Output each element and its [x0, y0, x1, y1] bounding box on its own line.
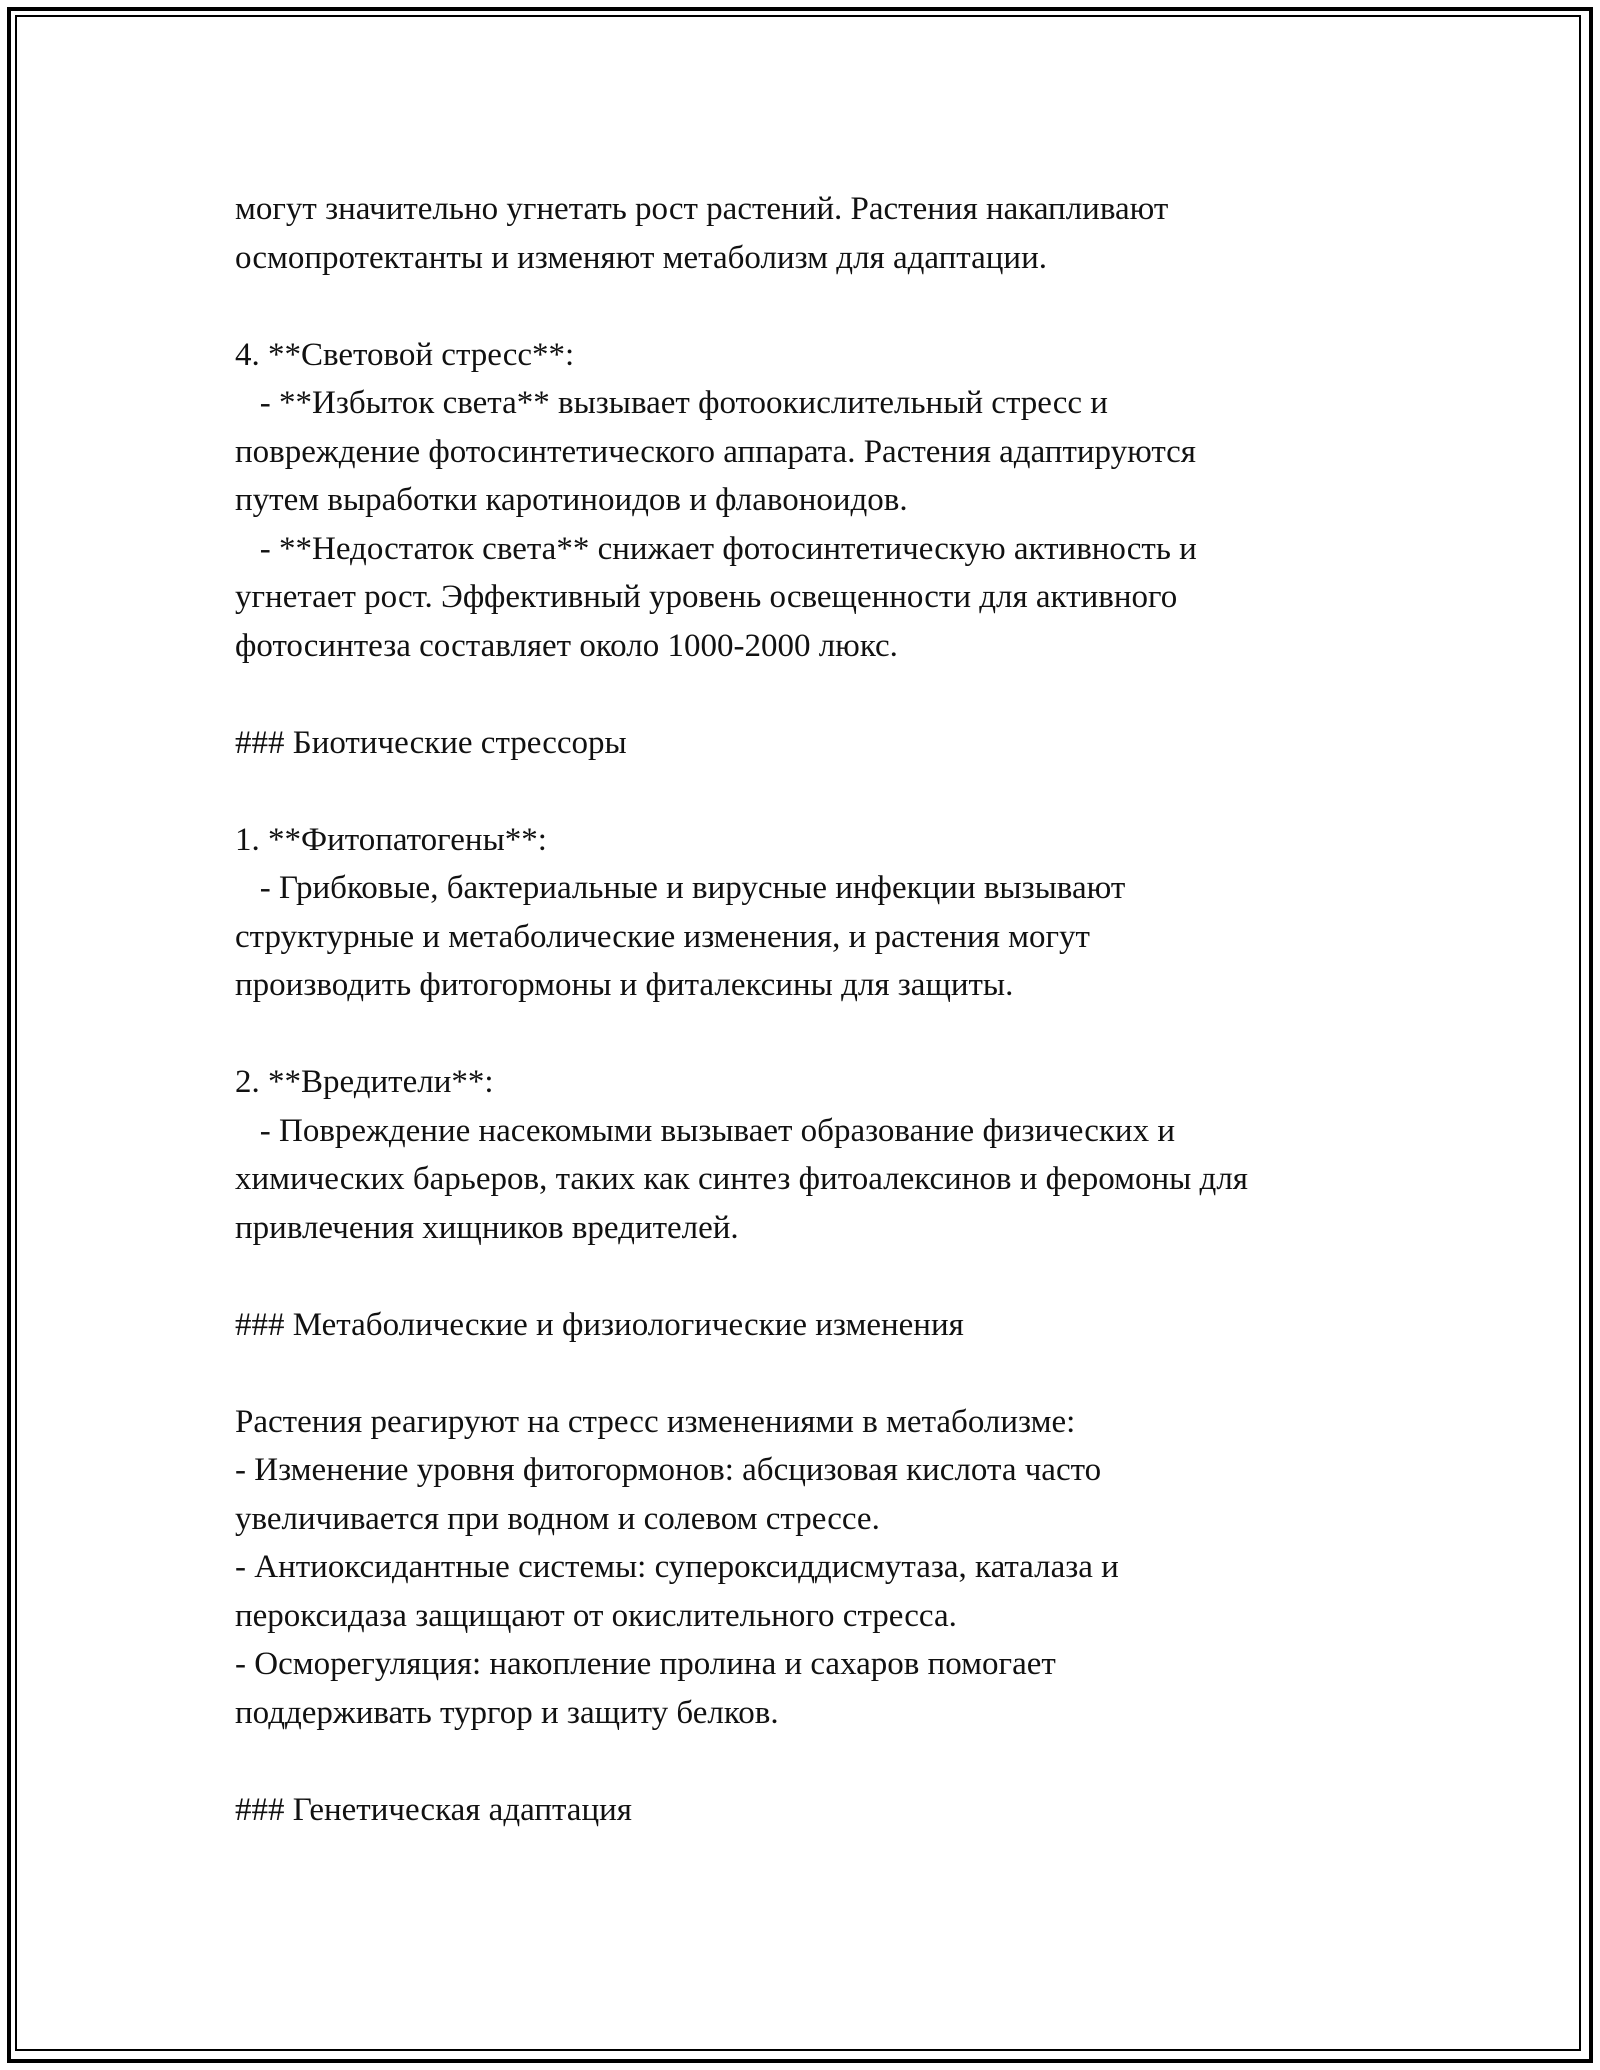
text-line: фотосинтеза составляет около 1000-2000 люкс.	[235, 627, 898, 664]
text-line: осмопротектанты и изменяют метаболизм для адаптации.	[235, 239, 1047, 276]
text-line: привлечения хищников вредителей.	[235, 1209, 739, 1246]
blank-line	[235, 1010, 1415, 1059]
list-heading: 4. **Световой стресс**:	[235, 336, 575, 373]
blank-line	[235, 1737, 1415, 1786]
section-heading: ### Метаболические и физиологические изменения	[235, 1306, 964, 1343]
list-subitem: - **Избыток света** вызывает фотоокислительный стресс и	[235, 385, 1108, 421]
list-heading: 2. **Вредители**:	[235, 1064, 494, 1100]
section-heading: ### Биотические стрессоры	[235, 724, 627, 761]
document-body	[235, 185, 1415, 1834]
list-heading: 1. **Фитопатогены**:	[235, 821, 547, 858]
text-line: могут значительно угнетать рост растений. Растения накапливают	[235, 191, 1169, 227]
bullet-item: - Изменение уровня фитогормонов: абсцизовая кислота часто	[235, 1452, 1102, 1488]
text-line: повреждение фотосинтетического аппарата. Растения адаптируются	[235, 433, 1196, 470]
list-subitem: - **Недостаток света** снижает фотосинтетическую активность и	[235, 530, 1197, 567]
text-line: увеличивается при водном и солевом стрессе.	[235, 1500, 880, 1537]
text-line: производить фитогормоны и фиталексины для защиты.	[235, 967, 1014, 1003]
bullet-item: - Антиоксидантные системы: супероксиддисмутаза, каталаза и	[235, 1549, 1119, 1585]
text-line: структурные и метаболические изменения, и растения могут	[235, 918, 1090, 955]
text-line: угнетает рост. Эффективный уровень освещенности для активного	[235, 579, 1178, 615]
text-line: путем выработки каротиноидов и флавоноидов.	[235, 482, 908, 518]
bullet-item: - Осморегуляция: накопление пролина и сахаров помогает	[235, 1646, 1056, 1682]
text-line: поддерживать тургор и защиту белков.	[235, 1694, 779, 1731]
blank-line	[235, 767, 1415, 816]
text-line: пероксидаза защищают от окислительного стресса.	[235, 1597, 957, 1634]
blank-line	[235, 282, 1415, 331]
blank-line	[235, 670, 1415, 719]
list-subitem: - Грибковые, бактериальные и вирусные инфекции вызывают	[235, 870, 1126, 906]
blank-line	[235, 1252, 1415, 1301]
blank-line	[235, 1349, 1415, 1398]
list-subitem: - Повреждение насекомыми вызывает образование физических и	[235, 1112, 1176, 1149]
section-heading: ### Генетическая адаптация	[235, 1791, 632, 1828]
paragraph-intro: Растения реагируют на стресс изменениями в метаболизме:	[235, 1403, 1076, 1440]
text-line: химических барьеров, таких как синтез фитоалексинов и феромоны для	[235, 1161, 1248, 1197]
